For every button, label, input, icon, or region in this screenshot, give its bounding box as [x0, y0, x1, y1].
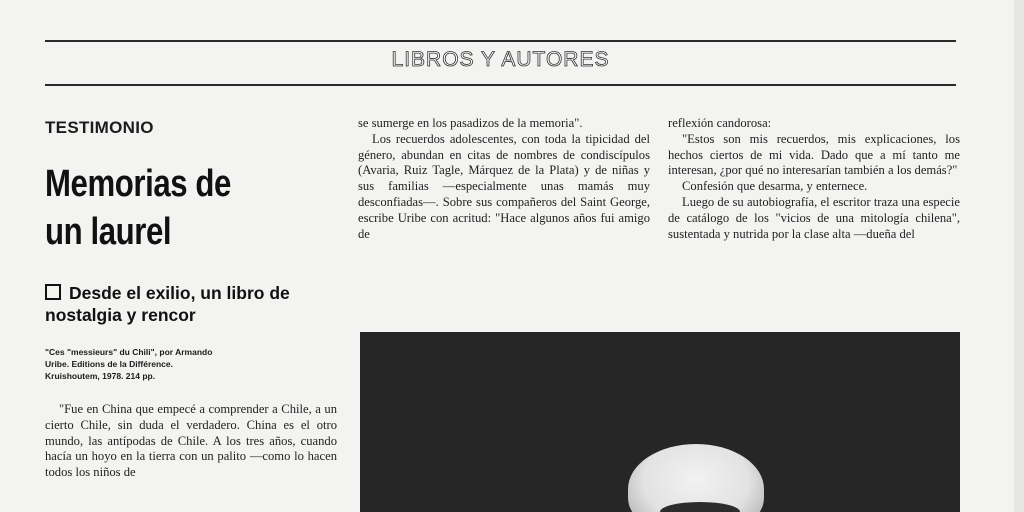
paragraph: Confesión que desarma, y enternece.: [682, 179, 868, 194]
paragraph: Los recuerdos adolescentes, con toda la tipicidad del género, abundan en citas de nombres de condiscípulos (Avaria, Ruiz Tagle, Márquez de la Plata) y de niñas y sus familias —especialmente unas mamás muy desconfiadas—. Sobre sus compañeros del Saint George, escribe Uribe con acritud: "Hace algunos años fui amigo de: [358, 131, 650, 241]
top-rule: [45, 40, 956, 42]
section-title: LIBROS Y AUTORES: [391, 48, 610, 71]
biblio-line-1: "Ces "messieurs" du Chili", por Armando: [45, 347, 213, 357]
paragraph: "Fue en China que empecé a comprender a Chile, a un cierto Chile, sin duda el verdadero. China es el otro mundo, las antípodas de Chile. A los tres años, cuando hacía un hoyo en la tierra con un palito —como lo hacen todos los niños de: [45, 402, 337, 480]
article-kicker: TESTIMONIO: [45, 118, 154, 137]
article-deck: [45, 282, 345, 326]
paragraph: se sumerge en los pasadizos de la memoria".: [358, 116, 583, 130]
bottom-rule: [45, 84, 956, 86]
paragraph: Luego de su autobiografía, el escritor traza una especie de catálogo de los "vicios de una mitología chilena", sustentada y nutrida por la clase alta —dueña del: [668, 194, 960, 241]
text-column-1: [45, 402, 337, 481]
headline-line-1: Memorias de: [45, 163, 231, 205]
bibliographic-note: [45, 346, 265, 382]
biblio-line-2: Uribe. Editions de la Différence.: [45, 359, 174, 369]
biblio-line-3: Kruishoutem, 1978. 214 pp.: [45, 371, 156, 381]
text-column-3: [668, 116, 960, 242]
author-photo: [360, 332, 960, 512]
checkbox-bullet-icon: [45, 284, 61, 300]
article-headline: [45, 160, 283, 256]
page-edge: [1014, 0, 1024, 512]
paragraph: reflexión candorosa:: [668, 116, 772, 130]
deck-text: Desde el exilio, un libro de nostalgia y rencor: [45, 283, 290, 325]
paragraph: "Estos son mis recuerdos, mis explicaciones, los hechos ciertos de mi vida. Dado que a mí tanto me interesan, ¿por qué no interesarían también a los demás?": [668, 131, 960, 178]
headline-line-2: un laurel: [45, 211, 172, 253]
text-column-2: [358, 116, 650, 242]
